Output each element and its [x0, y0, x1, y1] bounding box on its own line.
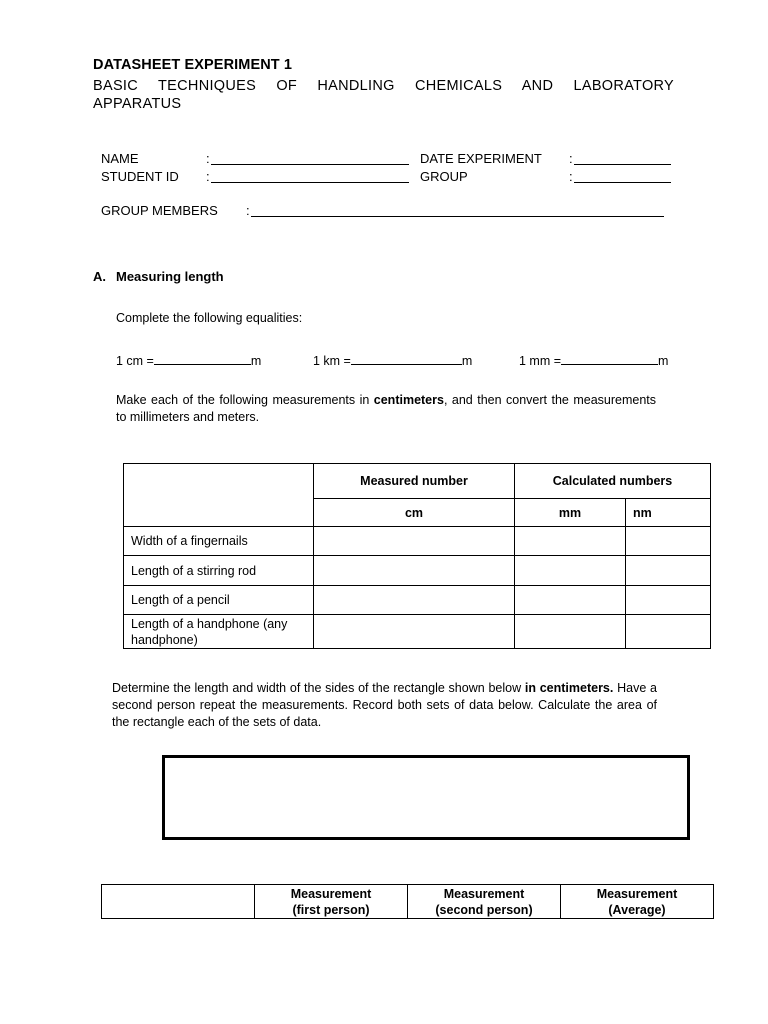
date-experiment-field[interactable]	[574, 151, 671, 165]
cell-mm[interactable]	[515, 556, 626, 586]
equality-mm-blank[interactable]	[561, 352, 658, 365]
header-calculated-numbers: Calculated numbers	[515, 464, 711, 499]
meas-corner-cell	[102, 885, 255, 919]
name-label: NAME	[101, 151, 139, 166]
student-id-label: STUDENT ID	[101, 169, 179, 184]
header-second-person	[408, 885, 561, 919]
equalities-instruction: Complete the following equalities:	[116, 311, 303, 325]
rect-text-bold: in centimeters.	[524, 681, 614, 695]
equality-km	[313, 352, 472, 368]
equality-mm-unit: m	[658, 354, 669, 368]
col2-line1: Measurement	[443, 886, 525, 901]
cell-nm[interactable]	[626, 556, 711, 586]
table-row	[124, 527, 711, 556]
col3-line2: (Average)	[608, 902, 666, 917]
name-field[interactable]	[211, 151, 409, 165]
equality-cm-lhs: 1 cm =	[116, 354, 154, 368]
experiment-subtitle-line2: APPARATUS	[93, 96, 182, 112]
cell-cm[interactable]	[314, 527, 515, 556]
col1-line2: (first person)	[292, 902, 370, 917]
length-measurement-table	[123, 463, 711, 649]
equality-km-blank[interactable]	[351, 352, 462, 365]
group-members-colon: :	[246, 203, 250, 218]
unit-mm: mm	[515, 499, 626, 527]
equality-cm-unit: m	[250, 354, 262, 368]
cell-mm[interactable]	[515, 527, 626, 556]
col3-line1: Measurement	[596, 886, 678, 901]
equality-km-lhs: 1 km =	[313, 354, 351, 368]
cell-nm[interactable]	[626, 586, 711, 615]
header-first-person	[255, 885, 408, 919]
cell-nm[interactable]	[626, 527, 711, 556]
unit-cm: cm	[314, 499, 515, 527]
row-label: Length of a handphone (any handphone)	[124, 615, 314, 649]
measure-text-after: , and then convert the measurements to millimeters and meters.	[116, 393, 656, 424]
person-measurement-table	[101, 884, 714, 919]
name-colon: :	[206, 151, 210, 166]
group-label: GROUP	[420, 169, 468, 184]
equality-cm	[116, 352, 261, 368]
table-row	[124, 556, 711, 586]
table-row	[124, 615, 711, 649]
equality-cm-blank[interactable]	[154, 352, 251, 365]
section-a-heading	[93, 269, 224, 284]
rect-text-1: Determine the length and width of the sides of the rectangle shown below	[112, 681, 525, 695]
section-title: Measuring length	[116, 269, 224, 284]
row-label: Length of a pencil	[124, 586, 314, 615]
row-label: Length of a stirring rod	[124, 556, 314, 586]
cell-nm[interactable]	[626, 615, 711, 649]
date-experiment-label: DATE EXPERIMENT	[420, 151, 542, 166]
header-measured-number: Measured number	[314, 464, 515, 499]
measurement-instructions	[116, 392, 656, 426]
equality-mm-lhs: 1 mm =	[519, 354, 562, 368]
equality-mm	[519, 352, 668, 368]
cell-mm[interactable]	[515, 615, 626, 649]
group-colon: :	[569, 169, 573, 184]
table-row	[124, 586, 711, 615]
equality-km-unit: m	[461, 354, 473, 368]
col2-line2: (second person)	[435, 902, 533, 917]
datasheet-title: DATASHEET EXPERIMENT 1	[93, 57, 293, 73]
row-label: Width of a fingernails	[124, 527, 314, 556]
group-field[interactable]	[574, 169, 671, 183]
table-corner-cell	[124, 464, 314, 527]
header-average	[561, 885, 714, 919]
measure-text-bold: centimeters	[373, 393, 444, 407]
group-members-label: GROUP MEMBERS	[101, 203, 218, 218]
date-colon: :	[569, 151, 573, 166]
student-id-colon: :	[206, 169, 210, 184]
measure-text-before: Make each of the following measurements in	[116, 393, 374, 407]
cell-mm[interactable]	[515, 586, 626, 615]
section-letter: A.	[93, 269, 106, 284]
col1-line1: Measurement	[290, 886, 372, 901]
cell-cm[interactable]	[314, 615, 515, 649]
unit-nm: nm	[626, 499, 711, 527]
student-id-field[interactable]	[211, 169, 409, 183]
group-members-field[interactable]	[251, 203, 664, 217]
experiment-subtitle-line1: BASIC TECHNIQUES OF HANDLING CHEMICALS AND LABORATORY	[93, 78, 674, 94]
rect-text-2: Have a second person repeat the measurements. Record both sets of data below. Calculate the area of the rectangle each of the sets of data.	[112, 681, 658, 729]
cell-cm[interactable]	[314, 586, 515, 615]
rectangle-figure	[162, 755, 690, 840]
rectangle-instructions	[112, 680, 657, 731]
cell-cm[interactable]	[314, 556, 515, 586]
